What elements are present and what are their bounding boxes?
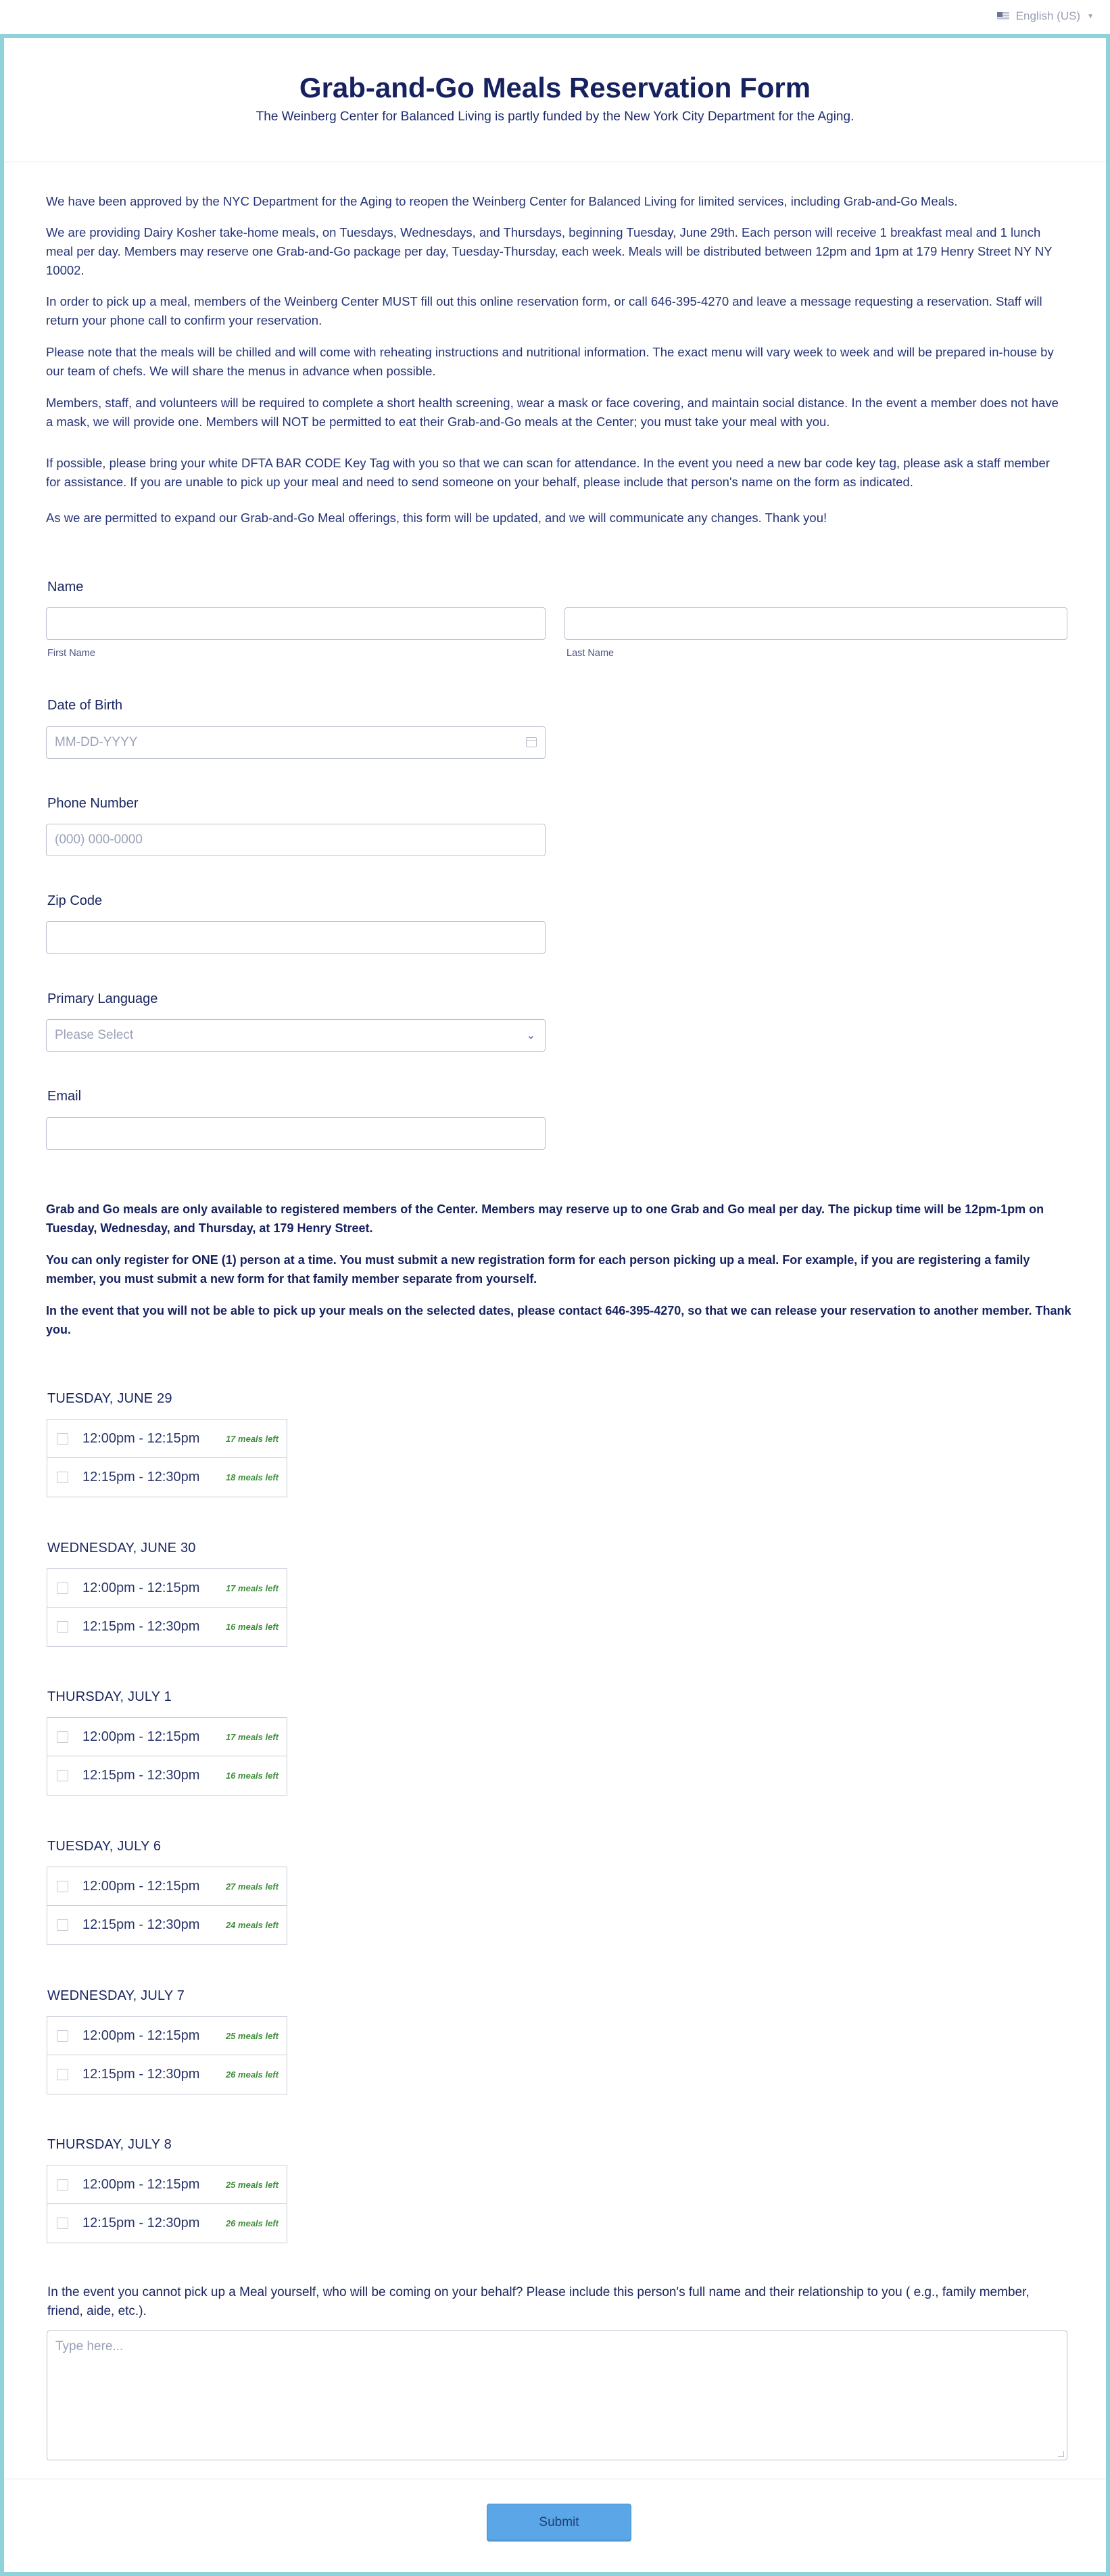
slot-time-label: 12:15pm - 12:30pm (82, 1768, 200, 1783)
time-slot-option[interactable] (47, 1458, 287, 1497)
primary-language-label: Primary Language (47, 991, 158, 1006)
zip-input[interactable] (46, 921, 546, 954)
time-slot-option[interactable] (47, 1867, 287, 1906)
slot-checkbox[interactable] (57, 1770, 68, 1781)
resize-handle-icon[interactable] (1058, 2451, 1064, 2457)
form-header (4, 38, 1106, 162)
slot-time-label: 12:15pm - 12:30pm (82, 1470, 200, 1484)
primary-language-select[interactable] (46, 1019, 546, 1052)
last-name-sublabel: Last Name (566, 648, 614, 659)
language-label: English (US) (1015, 9, 1081, 22)
time-slot-option[interactable] (47, 2017, 287, 2055)
meals-left-badge: 17 meals left (225, 1583, 279, 1593)
meals-left-badge: 16 meals left (225, 1622, 279, 1632)
meals-left-badge: 17 meals left (225, 1434, 279, 1444)
slot-checkbox[interactable] (57, 1433, 68, 1445)
slot-checkbox[interactable] (57, 1472, 68, 1483)
slot-checkbox[interactable] (57, 1919, 68, 1931)
phone-placeholder: (000) 000-0000 (55, 833, 143, 847)
us-flag-icon (997, 12, 1009, 20)
first-name-input[interactable] (46, 607, 546, 640)
behalf-textarea[interactable] (47, 2331, 1067, 2460)
info-note: You can only register for ONE (1) person at a time. You must submit a new registration form for each person picking up a meal. For example, if you are registering a family member, you must submit a new form for that family member separate from yourself. (46, 1253, 1030, 1286)
caret-down-icon: ▼ (1087, 12, 1094, 20)
slot-group (47, 2016, 287, 2094)
slot-checkbox[interactable] (57, 2179, 68, 2191)
time-slot-option[interactable] (47, 1756, 287, 1795)
slot-time-label: 12:00pm - 12:15pm (82, 1879, 200, 1894)
meals-left-badge: 27 meals left (225, 1881, 279, 1892)
zip-label: Zip Code (47, 893, 103, 908)
meals-left-badge: 16 meals left (225, 1771, 279, 1781)
email-label: Email (47, 1089, 82, 1104)
intro-paragraph: We have been approved by the NYC Department for the Aging to reopen the Weinberg Center for Balanced Living for limited services, including Grab-and-Go Meals. (46, 194, 958, 208)
slot-checkbox[interactable] (57, 1583, 68, 1594)
day-title: TUESDAY, JULY 6 (47, 1839, 162, 1854)
day-title: TUESDAY, JUNE 29 (47, 1391, 172, 1406)
phone-label: Phone Number (47, 796, 139, 811)
meals-left-badge: 17 meals left (225, 1732, 279, 1742)
first-name-sublabel: First Name (47, 648, 95, 659)
slot-checkbox[interactable] (57, 1621, 68, 1633)
dob-input[interactable] (46, 726, 546, 759)
day-title: THURSDAY, JULY 8 (47, 2137, 172, 2152)
slot-group (47, 1419, 287, 1497)
language-selector[interactable] (997, 9, 1094, 23)
time-slot-option[interactable] (47, 1420, 287, 1458)
info-note: Grab and Go meals are only available to registered members of the Center. Members may reserve up to one Grab and Go meal per day. The pickup time will be 12pm-1pm on Tuesday, Wednesday, and Thursday, at 179 Henry Street. (46, 1202, 1044, 1235)
slot-checkbox[interactable] (57, 2218, 68, 2229)
meals-left-badge: 26 meals left (225, 2218, 279, 2228)
intro-paragraph: If possible, please bring your white DFTA BAR CODE Key Tag with you so that we can scan for attendance. In the event you need a new bar code key tag, please ask a staff member for assistance. If you are unable to pick up your meal and need to send someone on your behalf, please include that person's name on the form as indicated. (46, 456, 1050, 489)
meals-left-badge: 18 meals left (225, 1472, 279, 1482)
slot-group (47, 2165, 287, 2243)
day-title: WEDNESDAY, JULY 7 (47, 1988, 185, 2003)
slot-time-label: 12:00pm - 12:15pm (82, 1431, 200, 1446)
form-subtitle: The Weinberg Center for Balanced Living is partly funded by the New York City Department for the Aging. (256, 110, 854, 124)
slot-time-label: 12:00pm - 12:15pm (82, 1580, 200, 1595)
time-slot-option[interactable] (47, 1906, 287, 1944)
dob-label: Date of Birth (47, 698, 123, 713)
slot-time-label: 12:15pm - 12:30pm (82, 2067, 200, 2082)
phone-input[interactable] (46, 824, 546, 856)
slot-checkbox[interactable] (57, 2030, 68, 2042)
chevron-down-icon: ⌄ (526, 1030, 535, 1041)
meals-left-badge: 25 meals left (225, 2031, 279, 2041)
info-note: In the event that you will not be able to pick up your meals on the selected dates, please contact 646-395-4270, so that we can release your reservation to another member. Thank you. (46, 1304, 1071, 1336)
email-input[interactable] (46, 1117, 546, 1150)
form-container (0, 34, 1110, 2576)
form-title: Grab-and-Go Meals Reservation Form (299, 72, 811, 103)
language-bar (0, 0, 1110, 34)
meals-left-badge: 26 meals left (225, 2069, 279, 2080)
meals-left-badge: 25 meals left (225, 2180, 279, 2190)
intro-paragraph: In order to pick up a meal, members of the Weinberg Center MUST fill out this online reservation form, or call 646-395-4270 and leave a message requesting a reservation. Staff will return your phone call to confirm your reservation. (46, 294, 1042, 327)
time-slot-option[interactable] (47, 1718, 287, 1756)
slot-time-label: 12:00pm - 12:15pm (82, 2177, 200, 2192)
intro-paragraph: Members, staff, and volunteers will be required to complete a short health screening, wear a mask or face covering, and maintain social distance. In the event a member does not have a mask, we will provide one. Members will NOT be permitted to eat their Grab-and-Go meals at the Center; you must take your meal with you. (46, 396, 1059, 429)
intro-paragraph: As we are permitted to expand our Grab-and-Go Meal offerings, this form will be updated, and we will communicate any changes. Thank you! (46, 511, 827, 525)
slot-checkbox[interactable] (57, 2069, 68, 2080)
behalf-placeholder: Type here... (55, 2339, 124, 2353)
slot-time-label: 12:00pm - 12:15pm (82, 2028, 200, 2043)
meals-left-badge: 24 meals left (225, 1920, 279, 1930)
slot-checkbox[interactable] (57, 1881, 68, 1892)
time-slot-option[interactable] (47, 2165, 287, 2204)
last-name-input[interactable] (564, 607, 1067, 640)
slot-group (47, 1717, 287, 1796)
name-label: Name (47, 580, 84, 594)
day-title: THURSDAY, JULY 1 (47, 1689, 172, 1704)
slot-time-label: 12:15pm - 12:30pm (82, 2216, 200, 2230)
slot-group (47, 1568, 287, 1647)
slot-time-label: 12:15pm - 12:30pm (82, 1917, 200, 1932)
dob-placeholder: MM-DD-YYYY (55, 735, 138, 749)
time-slot-option[interactable] (47, 1569, 287, 1608)
time-slot-option[interactable] (47, 1608, 287, 1646)
calendar-icon[interactable] (526, 737, 537, 747)
time-slot-option[interactable] (47, 2055, 287, 2094)
intro-paragraph: Please note that the meals will be chilled and will come with reheating instructions and nutritional information. The exact menu will vary week to week and will be prepared in-house by our team of chefs. We will share the menus in advance when possible. (46, 345, 1054, 378)
slot-group (47, 1867, 287, 1945)
submit-button[interactable]: Submit (487, 2504, 631, 2542)
slot-checkbox[interactable] (57, 1731, 68, 1743)
slot-time-label: 12:00pm - 12:15pm (82, 1729, 200, 1744)
time-slot-option[interactable] (47, 2204, 287, 2243)
primary-language-placeholder: Please Select (55, 1028, 134, 1042)
intro-paragraph: We are providing Dairy Kosher take-home meals, on Tuesdays, Wednesdays, and Thursdays, beginning Tuesday, June 29th. Each person will receive 1 breakfast meal and 1 lunch meal per day. Members may reserve one Grab-and-Go package per day, Tuesday-Thursday, each week. Meals will be distributed between 12pm and 1pm at 179 Henry Street NY NY 10002. (46, 225, 1053, 277)
behalf-label: In the event you cannot pick up a Meal yourself, who will be coming on your behalf? Please include this person's full name and their relationship to you ( e.g., family member, friend, aide, etc.). (47, 2285, 1030, 2318)
slot-time-label: 12:15pm - 12:30pm (82, 1619, 200, 1634)
day-title: WEDNESDAY, JUNE 30 (47, 1541, 196, 1555)
